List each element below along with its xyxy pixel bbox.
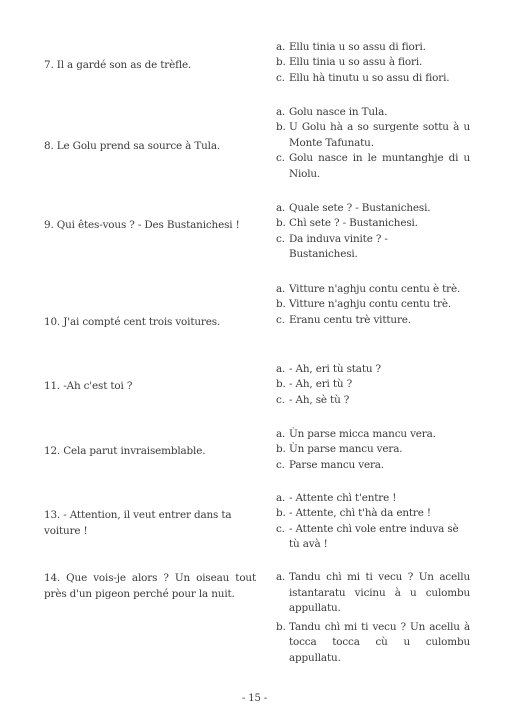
question-11: 11. -Ah c'est toi ? bbox=[44, 380, 133, 392]
answer-option bbox=[276, 216, 470, 231]
answer-option bbox=[276, 362, 470, 377]
answer-letter: b. bbox=[276, 56, 286, 69]
answers-12 bbox=[276, 427, 470, 473]
answer-letter: a. bbox=[276, 202, 286, 214]
answer-option bbox=[276, 105, 470, 120]
answer-option bbox=[276, 55, 470, 70]
question-7: 7. Il a gardé son as de trèfle. bbox=[44, 59, 192, 71]
answer-letter: c. bbox=[276, 71, 285, 84]
answer-option bbox=[276, 40, 470, 55]
answer-letter: a. bbox=[276, 428, 286, 440]
answer-option bbox=[276, 506, 470, 521]
answer-text: Golu nasce in le muntanghje di u Niolu. bbox=[289, 152, 470, 180]
answer-letter: b. bbox=[276, 378, 286, 391]
answers-14 bbox=[276, 570, 470, 667]
answer-option bbox=[276, 427, 470, 442]
answer-text: Tandu chì mi ti vecu ? Un acellu à tocca tocca cù u culombu appullatu. bbox=[289, 620, 470, 664]
answers-11 bbox=[276, 362, 470, 408]
answer-text: Vitture n'aghju contu centu è trè. bbox=[289, 283, 461, 295]
answer-option bbox=[276, 313, 470, 328]
answer-text: Ellu tinia u so assu di fiori. bbox=[289, 41, 426, 53]
answer-text: - Ah, sè tù ? bbox=[289, 393, 350, 406]
question-14: 14. Que vois-je alors ? Un oiseau tout près d'un pigeon perché pour la nuit. bbox=[44, 572, 256, 600]
answer-text: Chì sete ? - Bustanichesi. bbox=[289, 217, 418, 230]
answer-letter: c. bbox=[276, 522, 285, 535]
answer-letter: a. bbox=[276, 571, 286, 583]
answer-option bbox=[276, 71, 470, 86]
answer-text: - Ah, eri tù ? bbox=[289, 378, 352, 391]
answer-text: Vitture n'aghju contu centu trè. bbox=[289, 298, 451, 311]
question-10: 10. J'ai compté cent trois voitures. bbox=[44, 316, 221, 328]
answer-option bbox=[276, 282, 470, 297]
answer-text: Eranu centu trè vitture. bbox=[289, 313, 411, 326]
page-number: - 15 - bbox=[241, 693, 268, 704]
answer-text: Golu nasce in Tula. bbox=[289, 106, 388, 118]
answer-option bbox=[276, 620, 470, 667]
answer-text: U Golu hà a so surgente sottu à u Monte Tafunatu. bbox=[289, 121, 470, 149]
answer-letter: b. bbox=[276, 443, 286, 456]
answer-letter: c. bbox=[276, 313, 285, 326]
answers-8 bbox=[276, 105, 470, 182]
answer-option bbox=[276, 458, 470, 473]
answer-text: - Attente chì vole entre induva sè tù avà ! bbox=[289, 522, 459, 551]
answer-text: Parse mancu vera. bbox=[289, 458, 384, 471]
answer-option bbox=[276, 377, 470, 392]
answer-option bbox=[276, 297, 470, 312]
question-8: 8. Le Golu prend sa source à Tula. bbox=[44, 140, 221, 152]
answers-13 bbox=[276, 491, 470, 553]
answers-7 bbox=[276, 40, 470, 86]
answer-option bbox=[276, 120, 470, 151]
question-13: 13. - Attention, il veut entrer dans ta voiture ! bbox=[44, 509, 232, 537]
answer-letter: a. bbox=[276, 492, 286, 504]
answer-letter: c. bbox=[276, 232, 285, 245]
answer-letter: a. bbox=[276, 41, 286, 53]
answer-letter: c. bbox=[276, 393, 285, 406]
answer-letter: b. bbox=[276, 217, 286, 230]
question-9: 9. Qui êtes-vous ? - Des Bustanichesi ! bbox=[44, 219, 240, 231]
answer-option bbox=[276, 201, 470, 216]
answer-letter: b. bbox=[276, 121, 286, 134]
answer-option bbox=[276, 522, 470, 553]
answer-option bbox=[276, 393, 470, 408]
answer-text: - Attente chì t'entre ! bbox=[289, 492, 397, 504]
answer-text: Ùn parse micca mancu vera. bbox=[289, 428, 436, 440]
answer-option bbox=[276, 442, 470, 457]
answer-text: - Attente, chì t'hà da entre ! bbox=[289, 507, 431, 520]
answer-text: Da induva vinite ? - Bustanichesi. bbox=[289, 232, 388, 261]
answer-text: Ellu tinia u so assu à fiori. bbox=[289, 56, 423, 69]
answer-option bbox=[276, 570, 470, 617]
answer-letter: c. bbox=[276, 152, 285, 165]
answers-9 bbox=[276, 201, 470, 263]
answer-letter: b. bbox=[276, 620, 286, 633]
answer-option bbox=[276, 232, 470, 263]
answer-text: Ùn parse mancu vera. bbox=[289, 443, 403, 456]
answer-letter: c. bbox=[276, 458, 285, 471]
answer-text: Tandu chì mi ti vecu ? Un acellu istantaratu vicinu à u culombu appullatu. bbox=[289, 571, 470, 615]
answers-10 bbox=[276, 282, 470, 328]
answer-text: Ellu hà tinutu u so assu di fiori. bbox=[289, 71, 450, 84]
answer-option bbox=[276, 491, 470, 506]
answer-letter: a. bbox=[276, 283, 286, 295]
answer-letter: b. bbox=[276, 507, 286, 520]
answer-letter: a. bbox=[276, 363, 286, 375]
answer-letter: a. bbox=[276, 106, 286, 118]
answer-letter: b. bbox=[276, 298, 286, 311]
question-12: 12. Cela parut invraisemblable. bbox=[44, 445, 206, 457]
answer-option bbox=[276, 151, 470, 182]
answer-text: - Ah, eri tù statu ? bbox=[289, 363, 381, 375]
answer-text: Quale sete ? - Bustanichesi. bbox=[289, 202, 431, 214]
